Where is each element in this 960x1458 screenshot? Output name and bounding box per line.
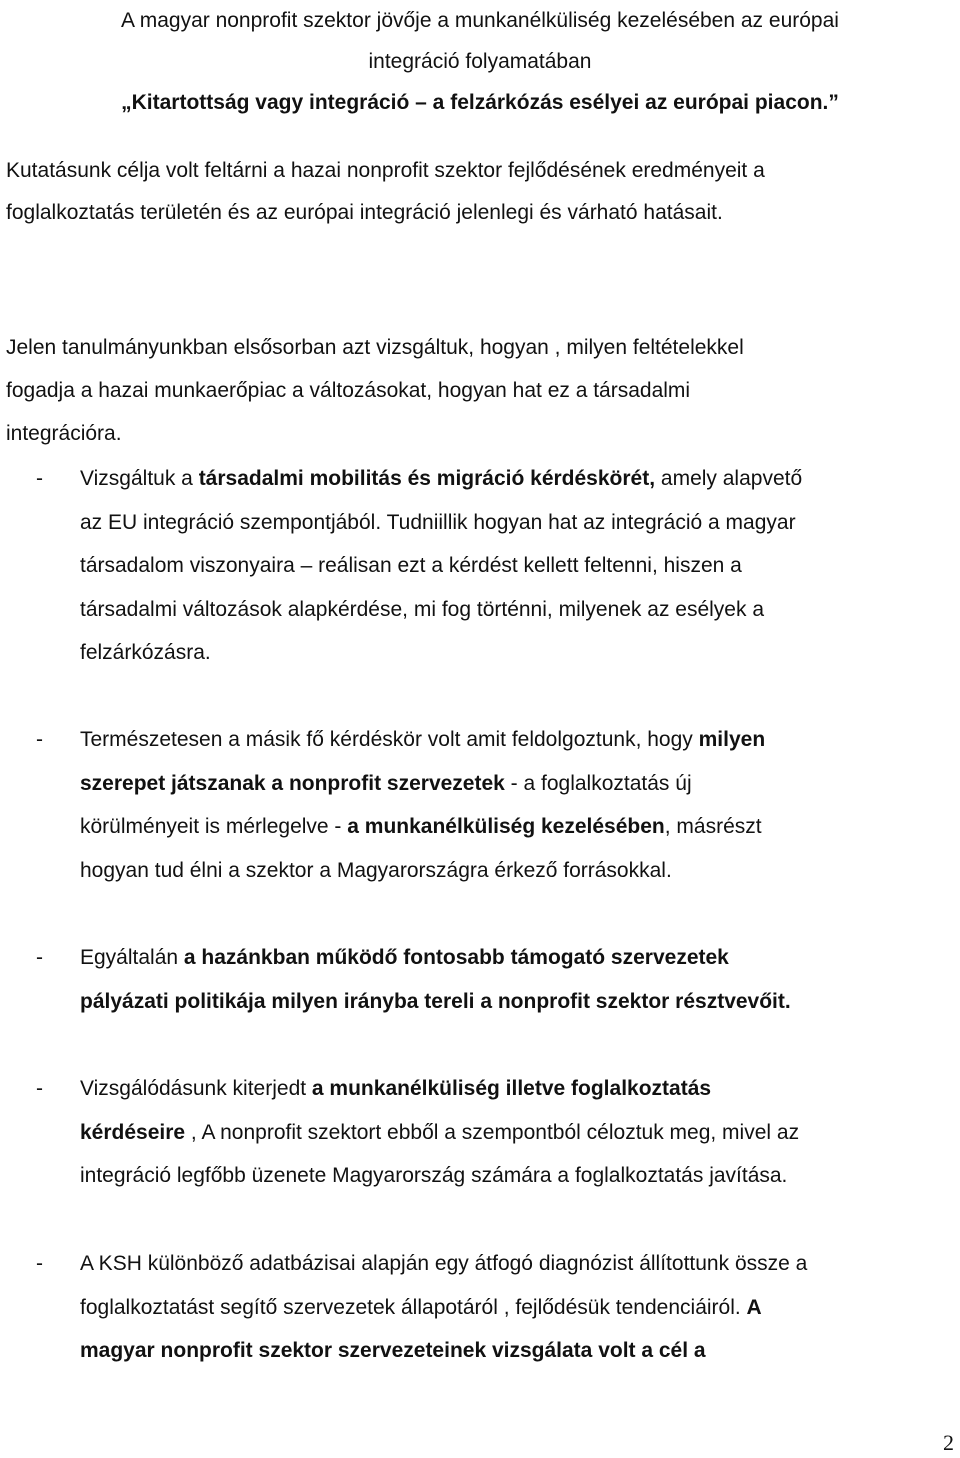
bullet-line: [80, 457, 960, 501]
study-line-1: Jelen tanulmányunkban elsősorban azt vizsgáltuk, hogyan , milyen feltételekkel: [6, 336, 744, 359]
title-line-2: integráció folyamatában: [368, 50, 592, 73]
text-run: az EU integráció szempontjából.: [80, 510, 382, 534]
bullet-body: [80, 1242, 960, 1373]
bullet-dash: -: [36, 467, 43, 490]
bullet-line: [80, 501, 960, 545]
bullet-body: [80, 936, 960, 1023]
bullet-line: [80, 1067, 960, 1111]
intro-line-2: foglalkoztatás területén és az európai integráció jelenlegi és várható hatásait.: [6, 201, 723, 224]
text-run: foglalkoztatást segítő szervezetek állapotáról , fejlődésük tendenciáiról.: [80, 1295, 747, 1319]
bullet-line: felzárkózásra.: [80, 641, 211, 664]
bullet-line: integráció legfőbb üzenete Magyarország számára a foglalkoztatás javítása.: [80, 1164, 788, 1187]
title-subtitle: „Kitartottság vagy integráció – a felzárkózás esélyei az európai piacon.”: [121, 91, 839, 114]
text-run: körülményeit is mérlegelve -: [80, 815, 348, 838]
document-title: [0, 0, 960, 123]
text-run: Természetesen a másik fő kérdéskör volt amit feldolgoztunk, hogy: [80, 728, 699, 751]
bold-text-run: kérdéseire: [80, 1120, 186, 1144]
bullet-body: [80, 718, 960, 892]
text-run: Vizsgáltuk a: [80, 467, 199, 490]
bullet-line: [80, 762, 960, 806]
bullet-line: magyar nonprofit szektor szervezeteinek vizsgálata volt a cél a: [80, 1339, 706, 1362]
intro-paragraph: [6, 150, 956, 234]
bullet-line: társadalom viszonyaira – reálisan ezt a kérdést kellett feltenni, hiszen a: [80, 554, 742, 577]
bullet-body: [80, 1067, 960, 1198]
bullet-body: [80, 457, 960, 675]
study-line-3: integrációra.: [6, 422, 122, 445]
bullet-line: A KSH különböző adatbázisai alapján egy átfogó diagnózist állítottunk össze a: [80, 1252, 808, 1275]
bullet-line: [80, 1286, 960, 1330]
text-run: , másrészt: [664, 815, 762, 838]
bullet-line: [80, 936, 960, 980]
bold-text-run: milyen: [698, 728, 766, 751]
text-run: - a foglalkoztatás új: [504, 771, 692, 795]
study-line-2: fogadja a hazai munkaerőpiac a változásokat, hogyan hat ez a társadalmi: [6, 379, 691, 402]
bullet-line: hogyan tud élni a szektor a Magyarországra érkező forrásokkal.: [80, 858, 672, 882]
bold-text-run: a munkanélküliség kezelésében: [347, 815, 665, 838]
bullet-line: társadalmi változások alapkérdése, mi fog történni, milyenek az esélyek a: [80, 597, 764, 621]
bold-text-run: szerepet játszanak a nonprofit szervezetek: [80, 771, 505, 795]
study-paragraph: [6, 326, 956, 455]
bold-text-run: A: [746, 1295, 762, 1319]
bullet-dash: -: [36, 946, 43, 969]
intro-line-1: Kutatásunk célja volt feltárni a hazai nonprofit szektor fejlődésének eredményeit a: [6, 159, 765, 182]
text-run: Egyáltalán: [80, 946, 184, 969]
bullet-line: [80, 805, 960, 849]
bold-text-run: társadalmi mobilitás és migráció kérdéskörét,: [198, 467, 656, 490]
text-run: , A nonprofit szektort ebből a szempontból céloztuk meg, mivel az: [185, 1120, 800, 1144]
bullet-line: [80, 718, 960, 762]
title-line-1: A magyar nonprofit szektor jövője a munkanélküliség kezelésében az európai: [121, 9, 839, 32]
text-run: Vizsgálódásunk kiterjedt: [80, 1077, 312, 1100]
bullet-dash: -: [36, 1252, 43, 1275]
bold-text-run: a munkanélküliség illetve foglalkoztatás: [311, 1077, 712, 1100]
bullet-line: pályázati politikája milyen irányba tereli a nonprofit szektor résztvevőit.: [80, 989, 791, 1013]
bold-text-run: a hazánkban működő fontosabb támogató szervezetek: [183, 946, 729, 969]
text-run: amely alapvető: [655, 467, 803, 490]
bullet-dash: -: [36, 728, 43, 751]
text-run: Tudniillik hogyan hat az integráció a magyar: [381, 510, 796, 534]
page-number: 2: [943, 1430, 954, 1455]
bullet-dash: -: [36, 1077, 43, 1100]
bullet-line: [80, 1111, 960, 1155]
